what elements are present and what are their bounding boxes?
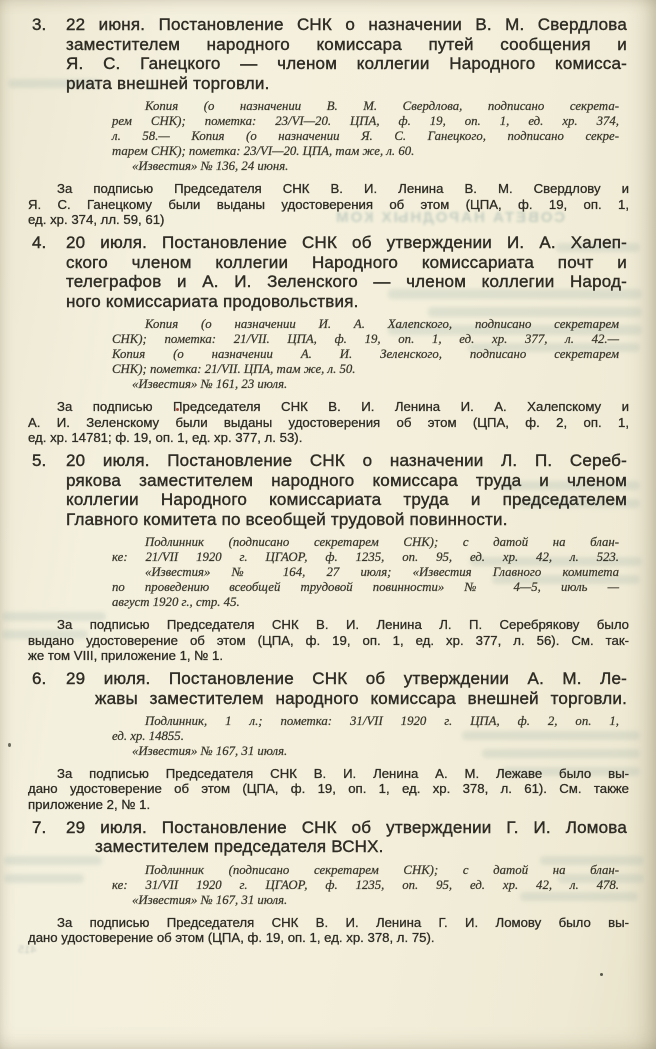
citation-line: Копия (о назначении И. А. Халепского, подписано секретарем xyxy=(145,317,619,332)
heading-line: коллегии Народного комиссариата труда и председателем xyxy=(66,490,627,510)
decree-heading xyxy=(32,232,627,311)
note-line: За подписью Председателя СНК В. И. Ленина А. М. Лежаве было вы- xyxy=(57,766,629,782)
citation-line: Подлинник, 1 л.; пометка: 31/VII 1920 г. ЦПА, ф. 2, оп. 1, xyxy=(145,714,619,729)
citation-line: рем СНК); пометка: 23/VI—20. ЦПА, ф. 19, оп. 1, ед. хр. 374, xyxy=(112,114,619,129)
heading-line: 22 июня. Постановление СНК о назначении В. М. Свердлова xyxy=(66,15,627,34)
citation-line: ед. хр. 14855. xyxy=(112,729,184,744)
archival-citation xyxy=(112,863,619,908)
decree-entry-6 xyxy=(0,669,656,812)
citation-line: по проведению всеобщей трудовой повинности» № 4—5, июль — xyxy=(112,580,619,595)
entry-number: 5. xyxy=(32,450,47,470)
decree-heading xyxy=(32,668,627,708)
heading-line: ского членом коллегии Народного комиссариата почт и xyxy=(66,252,627,272)
archival-citation xyxy=(112,714,619,759)
citation-line: СНК); пометка: 21/VII. ЦПА, там же, л. 50. xyxy=(112,362,356,377)
showthrough-text: СОВЕТА НАРОДНЫХ КОМ xyxy=(334,209,565,226)
note-line: приложение 2, № 1. xyxy=(28,796,151,812)
heading-line: риата внешней торговли. xyxy=(66,73,270,93)
decree-entry-5 xyxy=(0,451,656,663)
archival-citation xyxy=(112,535,619,610)
issuance-note xyxy=(28,617,629,663)
decree-entry-7 xyxy=(0,818,656,946)
heading-line: 20 июля. Постановление СНК об утверждении И. А. Халеп- xyxy=(66,232,627,252)
decree-entry-4 xyxy=(0,233,656,445)
showthrough-page-number: 415 xyxy=(18,944,37,956)
heading-line: 29 июля. Постановление СНК об утверждении Г. И. Ломова xyxy=(66,817,627,837)
entry-number: 3. xyxy=(32,15,47,34)
note-line: выдано удостоверение об этом (ЦПА, ф. 19, оп. 1, ед. хр. 377, л. 56). См. так- xyxy=(28,632,629,648)
citation-line: август 1920 г., стр. 45. xyxy=(112,595,240,610)
decree-heading xyxy=(32,450,627,529)
note-line: дано удостоверение об этом (ЦПА, ф. 19, оп. 1, ед. хр. 378, л. 61). См. также xyxy=(28,781,629,797)
heading-line: Я. С. Ганецкого — членом коллегии Народного комисса- xyxy=(66,54,627,74)
note-line: Я. С. Ганецкому были выданы удостоверения об этом (ЦПА, ф. 19, оп. 1, xyxy=(28,196,629,212)
note-line: А. И. Зеленскому были выданы удостоверения об этом (ЦПА, ф. 2, оп. 1, xyxy=(28,414,629,430)
heading-line: 20 июля. Постановление СНК о назначении Л. П. Сереб- xyxy=(66,450,627,470)
citation-line: ке: 21/VII 1920 г. ЦГАОР, ф. 1235, оп. 95, ед. хр. 42, л. 523. xyxy=(112,550,619,565)
heading-line: телеграфов и А. И. Зеленского — членом коллегии Народ- xyxy=(66,272,627,292)
citation-line: Подлинник (подписано секретарем СНК); с датой на блан- xyxy=(145,535,619,550)
note-line: За подписью Председателя СНК В. И. Ленина Л. П. Серебрякову было xyxy=(57,617,629,633)
issuance-note xyxy=(28,399,629,445)
note-line: За подписью Председателя СНК В. И. Ленина Г. И. Ломову было вы- xyxy=(57,914,629,930)
archival-citation xyxy=(112,317,619,392)
heading-line: жавы заместителем народного комиссара внешней торговли. xyxy=(95,688,627,708)
citation-line: Копия (о назначении В. М. Свердлова, подписано секрета- xyxy=(145,99,619,114)
issuance-note xyxy=(28,915,629,945)
citation-line: ке: 31/VII 1920 г. ЦГАОР, ф. 1235, оп. 95, ед. хр. 42, л. 478. xyxy=(112,877,619,892)
izvestia-reference: «Известия» № 136, 24 июня. xyxy=(132,159,289,174)
archival-citation xyxy=(112,99,619,174)
note-line: ед. хр. 14781; ф. 19, оп. 1, ед. хр. 377, л. 53). xyxy=(28,429,303,445)
heading-line: ного комиссариата продовольствия. xyxy=(66,291,359,311)
citation-line: л. 58.— Копия (о назначении Я. С. Ганецкого, подписано секре- xyxy=(112,129,619,144)
izvestia-reference: «Известия» № 161, 23 июля. xyxy=(132,377,288,392)
note-line: же том VIII, приложение 1, № 1. xyxy=(28,647,224,663)
heading-line: рякова заместителем народного комиссара труда и членом xyxy=(66,470,627,490)
decree-entry-3 xyxy=(0,15,656,227)
izvestia-reference: «Известия» № 167, 31 июля. xyxy=(132,892,288,907)
entry-number: 4. xyxy=(32,232,47,252)
heading-line: Главного комитета по всеобщей трудовой повинности. xyxy=(66,509,508,529)
heading-line: заместителем народного комиссара путей сообщения и xyxy=(66,34,627,54)
note-line: ед. хр. 374, лл. 59, 61) xyxy=(28,211,165,227)
citation-line: Копия (о назначении А. И. Зеленского, подписано секретарем xyxy=(112,347,619,362)
decree-heading xyxy=(32,15,627,93)
decree-heading xyxy=(32,817,627,857)
paper-speck xyxy=(600,973,603,976)
heading-line: 29 июля. Постановление СНК об утверждении А. М. Ле- xyxy=(66,668,627,688)
entry-number: 7. xyxy=(32,817,47,837)
citation-line: Подлинник (подписано секретарем СНК); с датой на блан- xyxy=(145,862,619,877)
citation-line: СНК); пометка: 21/VII. ЦПА, ф. 19, оп. 1, ед. хр. 377, л. 42.— xyxy=(112,332,619,347)
heading-line: заместителем председателя ВСНХ. xyxy=(95,837,384,857)
note-line: За подписью Председателя СНК В. И. Ленина И. А. Халепскому и xyxy=(57,399,629,415)
note-line: За подписью Председателя СНК В. И. Ленина В. М. Свердлову и xyxy=(57,181,629,197)
issuance-note xyxy=(28,181,629,227)
entry-number: 6. xyxy=(32,668,47,688)
issuance-note xyxy=(28,766,629,812)
izvestia-reference: «Известия» № 167, 31 июля. xyxy=(132,744,288,759)
decree-list xyxy=(0,15,656,945)
note-line: дано удостоверение об этом (ЦПА, ф. 19, оп. 1, ед. хр. 378, л. 75). xyxy=(28,930,435,946)
izvestia-reference: «Известия» № 164, 27 июля; «Известия Главного комитета xyxy=(145,565,619,580)
citation-line: тарем СНК); пометка: 23/VI—20. ЦПА, там же, л. 60. xyxy=(112,144,415,159)
